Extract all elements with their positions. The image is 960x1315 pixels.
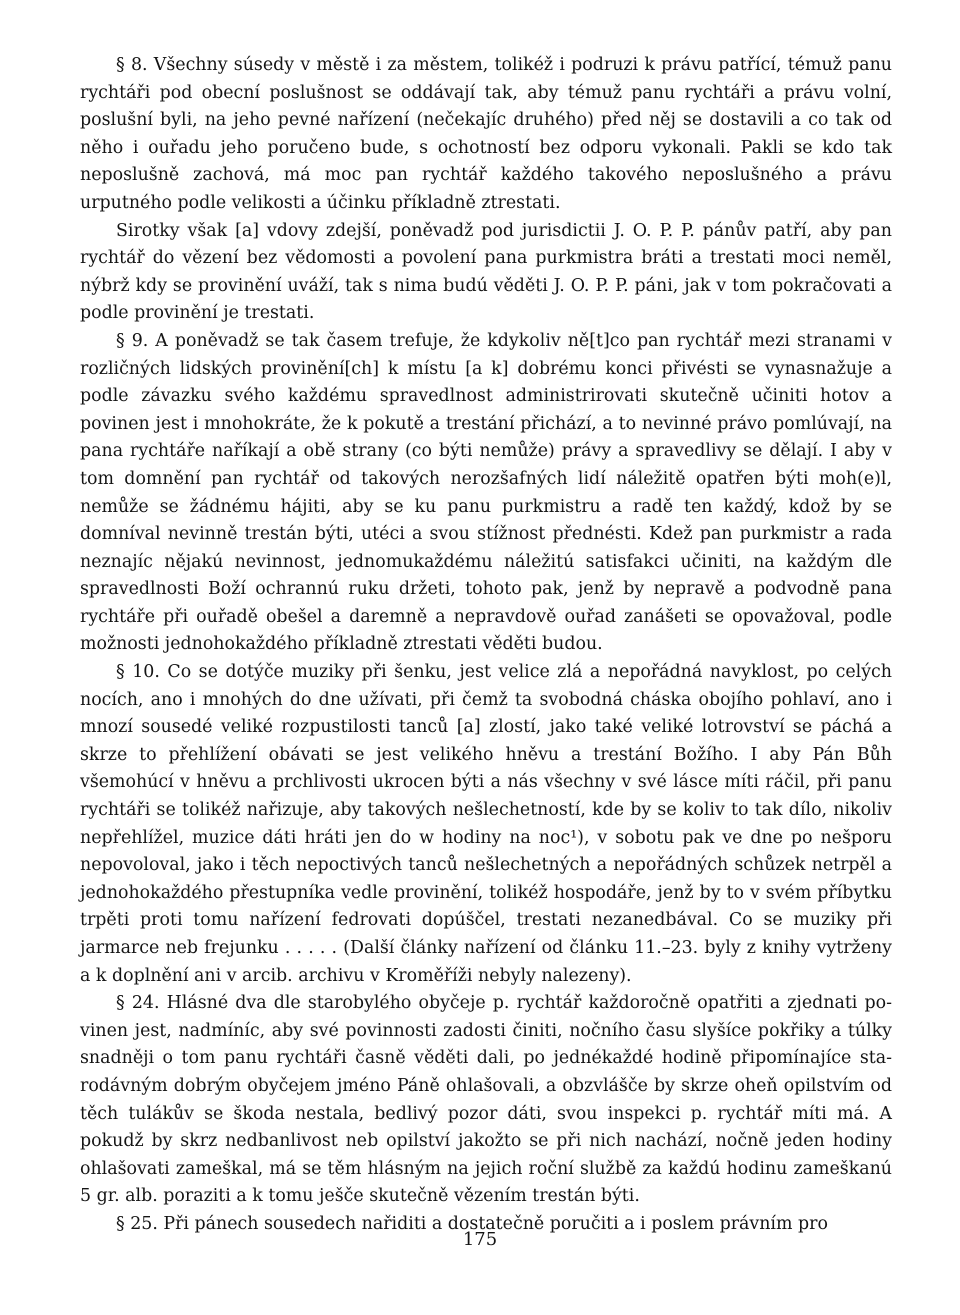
paragraph-section-10: § 10. Co se dotýče muziky při šenku, jest velice zlá a nepořádná navyklost, po celých nocích, ano i mnohých do dne užívati, při čemž ta svobodná cháska obojího pohlaví, ano i mnozí sousedé veliké rozpustilosti tanců [a] zlostí, jako také veliké lotrovství se páchá a skrze to přehlížení obávati se jest velikého hněvu a trestání Božího. I aby Pán Bůh všemohúcí v hněvu a prchlivosti ukrocen býti a nás všechny v své lásce míti ráčil, při panu rychtáři se tolikéž nařizuje, aby takových nešlechetností, kde by se koliv to tak dílo, nikoliv nepřehlížel, muzice dáti hráti jen do w hodiny na noc¹), v sobotu pak ve dne po nešporu nepovoloval, jako i těch nepoctivých tanců nešlechetných a nepořádných schůzek netrpěl a jednohokaždého přestupníka vedle provinění, tolikéž hospodáře, jenž by to v svém příbytku trpěti proti tomu nařízení fedrovati dopúščel, trestati nezanedbával. Co se muziky při jarmarce neb frejunku . . . . . (Další články nařízení od článku 11.–23. byly z knihy vytrženy a k doplnění ani v arcib. archivu v Kroměříži nebyly nalezeny).: [80, 662, 892, 986]
paragraph-section-25: § 25. Při pánech sousedech nařiditi a dostatečně poručiti a i poslem právním pro: [116, 1213, 828, 1234]
paragraph-section-8: § 8. Všechny súsedy v městě i za městem, tolikéž i podruzi k právu patřící, témuž panu rychtáři pod obecní poslušnost se oddávají tak, aby témuž panu rychtáři a právu volní, poslušní byli, na jeho pevné nařízení (nečekajíc druhého) před něj se dostavili a co tak od něho i ouřadu jeho poručeno bude, s ochotností bez odporu vykonali. Pakli se kdo tak neposlušně zachová, má moc pan rychtář každého takového neposlušného a právu urputného podle velikosti a účinku příkladně ztrestati.: [80, 55, 892, 213]
paragraph-orphans-widows: Sirotky však [a] vdovy zdejší, poněvadž pod jurisdictii J. O. P. P. pánův patří, aby pan rychtář do vězení bez vědomosti a povolení pana purkmistra bráti a trestati moci neměl, nýbrž kdy se provinění uváží, tak s nima budú věděti J. O. P. P. páni, jak v tom pokračovati a podle provinění je trestati.: [80, 220, 892, 324]
page-number: 175: [462, 1229, 498, 1250]
document-body: [80, 52, 892, 1239]
paragraph-section-9: § 9. A poněvadž se tak časem trefuje, že kdykoliv ně[t]co pan rychtář mezi stranami v rozličných lidských provinění[ch] k místu [a k] dobrému konci přivésti se vynasnažuje a podle závazku svého každému spravedlnost administrirovati skutečně učiniti hotov a povinen jest i mnohokráte, že k pokutě a trestání přichází, a to nevinné právo pomlúvají, na pana rychtáře naříkají a obě strany (co býti nemůže) právy a spravedlivy se dělají. I aby v tom domnění pan rychtář od takových nerozšafných lidí náležitě opatřen býti moh(e)l, nemůže se žádnému hájiti, aby se ku panu purkmistru a radě ten každý, kdož by se domníval nevinně trestán býti, utéci a svou stížnost přednésti. Kdež pan purkmistr a rada neznajíc nějakú nevinnost, jednomukaždému náležitú satisfakci učiniti, na každým dle spravedlnosti Boží ochrannú ruku držeti, tohoto pak, jenž by nepravě a podvodně pana rychtáře při ouřadě obešel a daremně a nepravdově ouřad zanášeti se opovažoval, podle možnosti jednohokaždého příkladně ztrestati věděti budou.: [80, 330, 892, 655]
paragraph-section-24: § 24. Hlásné dva dle starobylého obyčeje p. rychtář každoročně opatřiti a zjednati povinen jest, nadmíníc, aby své povinnosti zadosti činiti, nočního času slyšíce pokřiky a túlky snadněji o tom panu rychtáři časně věděti dali, po jednékaždé hodině připomínajíce starodávným dobrým obyčejem jméno Páně ohlašovali, a obzvlášče by skrze oheň opilstvím od těch tulákův se škoda nestala, bedlivý pozor dáti, svou inspekci p. rychtář míti má. A pokudž by skrz nedbanlivost neb opilství jakožto se při nich nachází, nočně jeden hodiny ohlašovati zameškal, má se těm hlásným na jejich roční službě za každú hodinu zameškanú 5 gr. alb. poraziti a k tomu ješče skutečně vězením trestán býti.: [80, 993, 892, 1207]
